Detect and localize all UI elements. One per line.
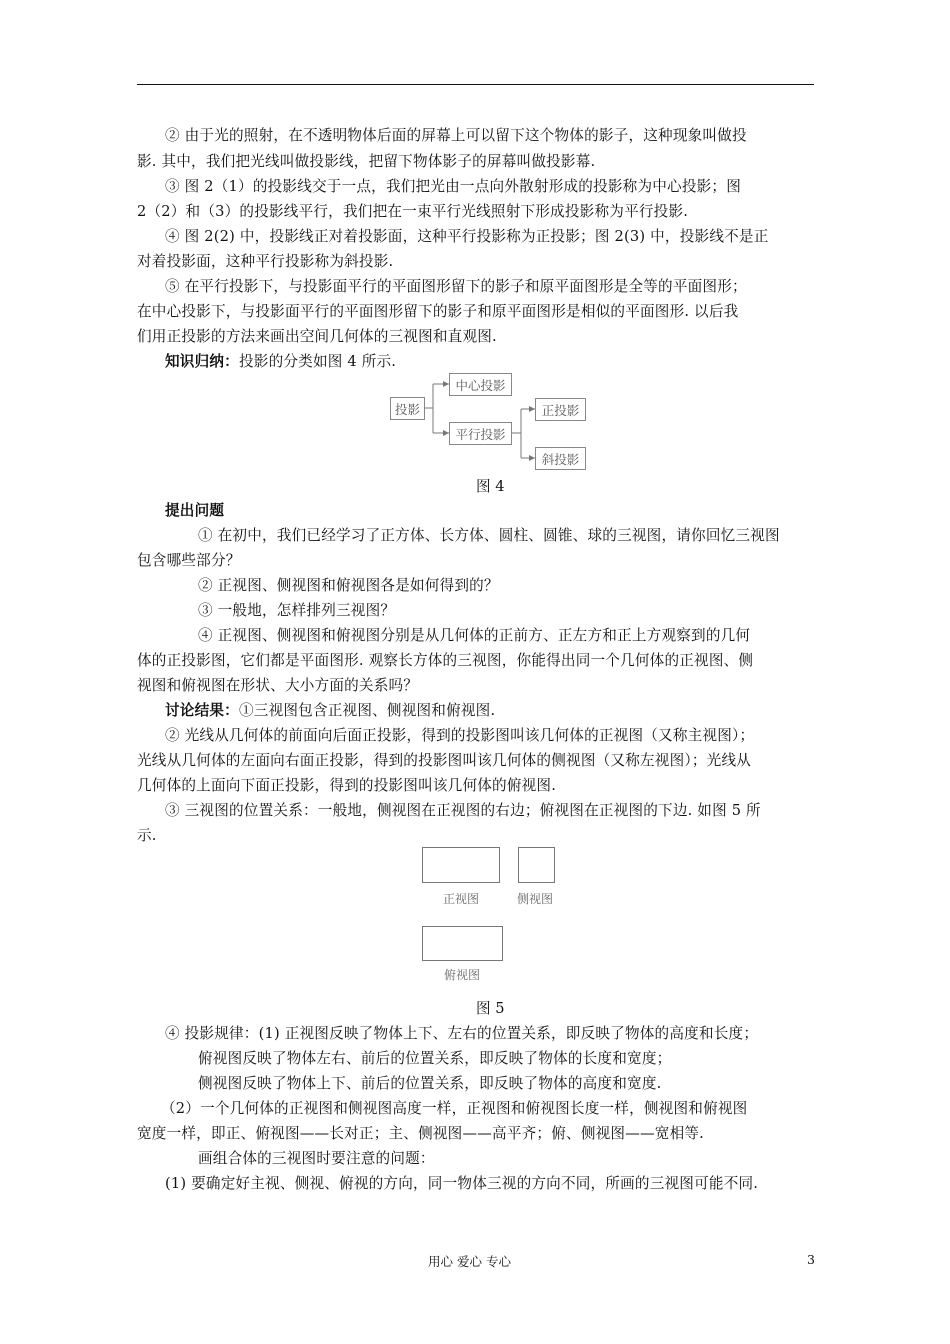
summary-line: [165, 352, 845, 372]
fig5-side-view-label: 侧视图: [517, 892, 554, 906]
question-line: 视图和俯视图在形状、大小方面的关系吗？: [137, 677, 419, 694]
discussion-first: ①三视图包含正视图、侧视图和俯视图.: [238, 702, 496, 719]
question-line: 包含哪些部分？: [137, 552, 241, 569]
question-line: ② 正视图、侧视图和俯视图各是如何得到的？: [198, 577, 499, 594]
paragraph-line: 对着投影面，这种平行投影称为斜投影.: [137, 253, 394, 270]
paragraph-line: 在中心投影下，与投影面平行的平面图形留下的影子和原平面图形是相似的平面图形. 以后我: [137, 303, 739, 320]
paragraph-line: ② 由于光的照射，在不透明物体后面的屏幕上可以留下这个物体的影子，这种现象叫做投: [165, 127, 747, 144]
footer-motto: 用心 爱心 专心: [428, 1254, 511, 1269]
discussion-label: 讨论结果：: [165, 702, 239, 719]
discussion-line: 光线从几何体的左面向右面正投影，得到的投影图叫该几何体的侧视图（又称左视图）；光线从: [137, 752, 752, 769]
questions-heading: 提出问题: [165, 502, 225, 519]
fig5-caption: 图 5: [476, 1000, 505, 1017]
discussion-line: 几何体的上面向下面正投影，得到的投影图叫该几何体的俯视图.: [137, 777, 557, 794]
summary-label: 知识归纳：: [165, 353, 239, 370]
page-number: 3: [807, 1252, 815, 1267]
paragraph-line: 2（2）和（3）的投影线平行，我们把在一束平行光线照射下形成投影称为平行投影.: [137, 203, 689, 220]
paragraph-line: 们用正投影的方法来画出空间几何体的三视图和直观图.: [137, 328, 497, 345]
rules-line: 侧视图反映了物体上下、前后的位置关系，即反映了物体的高度和宽度.: [198, 1075, 662, 1092]
rules-line: (1) 要确定好主视、侧视、俯视的方向，同一物体三视的方向不同，所画的三视图可能不同.: [165, 1175, 759, 1192]
discussion-line: ③ 三视图的位置关系：一般地，侧视图在正视图的右边；俯视图在正视图的下边. 如图 5 所: [165, 802, 761, 819]
fig4-node-orthographic-projection: 正投影: [535, 398, 586, 421]
paragraph-line: ④ 图 2(2) 中，投影线正对着投影面，这种平行投影称为正投影；图 2(3) 中，投影线不是正: [165, 228, 769, 245]
discussion-line: ② 光线从几何体的前面向后面正投影，得到的投影图叫该几何体的正视图（又称主视图）；: [165, 727, 755, 744]
paragraph-line: ⑤ 在平行投影下，与投影面平行的平面图形留下的影子和原平面图形是全等的平面图形；: [165, 278, 747, 295]
question-line: ③ 一般地，怎样排列三视图？: [198, 602, 396, 619]
fig5-top-view-box: [422, 926, 503, 961]
question-line: 体的正投影图，它们都是平面图形. 观察长方体的三视图，你能得出同一个几何体的正视图、侧: [137, 652, 754, 669]
question-line: ④ 正视图、侧视图和俯视图分别是从几何体的正前方、正左方和正上方观察到的几何: [198, 627, 751, 644]
paragraph-line: ③ 图 2（1）的投影线交于一点，我们把光由一点向外散射形成的投影称为中心投影；图: [165, 178, 742, 195]
rules-line: 俯视图反映了物体左右、前后的位置关系，即反映了物体的长度和宽度；: [198, 1050, 672, 1067]
fig5-front-view-label: 正视图: [443, 892, 480, 906]
rules-line: 画组合体的三视图时要注意的问题：: [198, 1150, 435, 1167]
fig5-side-view-box: [518, 847, 555, 883]
rules-line: 宽度一样，即正、俯视图——长对正；主、侧视图——高平齐；俯、侧视图——宽相等.: [137, 1125, 705, 1142]
fig5-top-view-label: 俯视图: [444, 968, 481, 982]
fig4-node-oblique-projection: 斜投影: [535, 447, 586, 470]
fig4-node-projection: 投影: [390, 397, 425, 420]
paragraph-line: 影. 其中，我们把光线叫做投影线，把留下物体影子的屏幕叫做投影幕.: [137, 153, 596, 170]
discussion-line: 示.: [137, 827, 157, 844]
rules-line: ④ 投影规律：(1) 正视图反映了物体上下、左右的位置关系，即反映了物体的高度和长度；: [165, 1025, 759, 1042]
header-rule: [137, 84, 814, 85]
fig4-node-central-projection: 中心投影: [449, 373, 512, 396]
fig4-caption: 图 4: [476, 478, 505, 495]
fig4-node-parallel-projection: 平行投影: [449, 422, 512, 445]
discussion-first-line: [165, 701, 845, 721]
summary-text: 投影的分类如图 4 所示.: [238, 353, 397, 370]
question-line: ① 在初中，我们已经学习了正方体、长方体、圆柱、圆锥、球的三视图，请你回忆三视图: [198, 527, 780, 544]
fig5-front-view-box: [422, 847, 500, 883]
rules-line: （2）一个几何体的正视图和侧视图高度一样，正视图和俯视图长度一样，侧视图和俯视图: [161, 1100, 748, 1117]
